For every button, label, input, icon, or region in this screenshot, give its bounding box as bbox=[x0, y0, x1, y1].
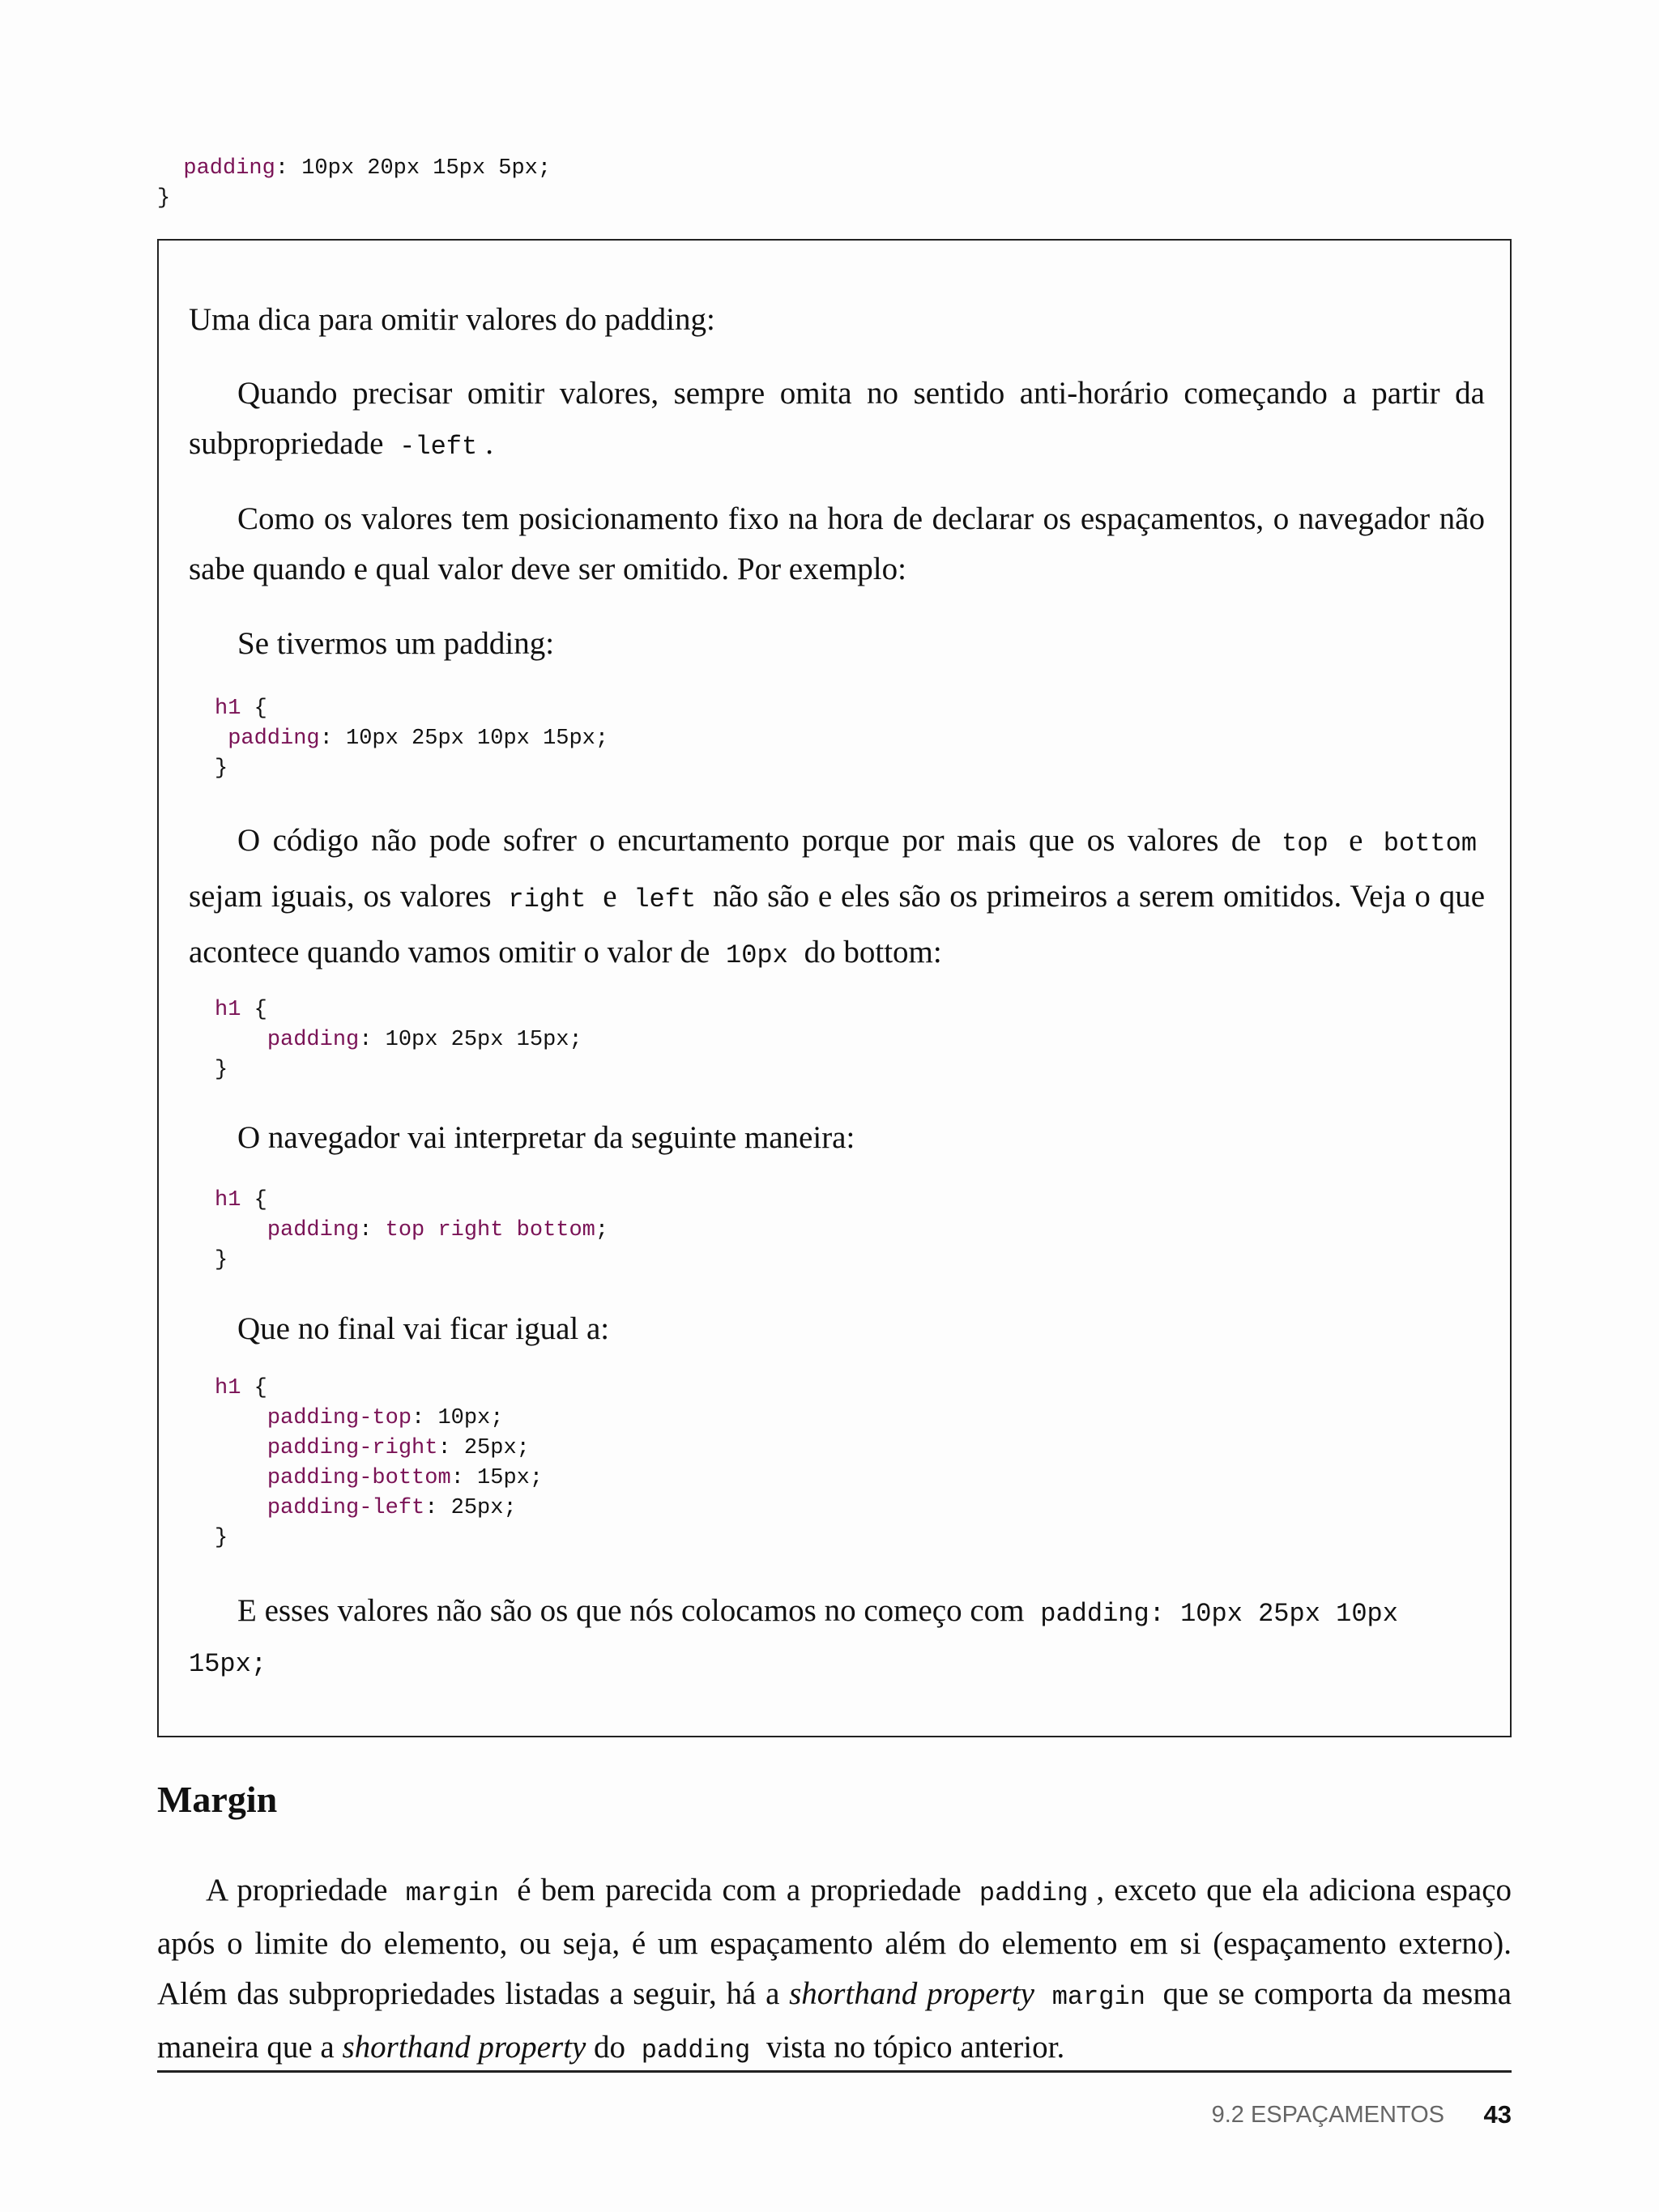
code-line: padding: 10px 20px 15px 5px; bbox=[183, 156, 552, 181]
code-line: padding-right: 25px; bbox=[267, 1436, 530, 1460]
code-line: } bbox=[215, 1526, 228, 1550]
inline-code: top bbox=[1282, 829, 1328, 859]
tip-paragraph: O código não pode sofrer o encurtamento porque por mais que os valores de top e bottom sejam iguais, os valores right e left não são e eles são os primeiros a serem omitidos. Veja o que acontece quando vamos omitir o valor de 10px do bottom: bbox=[189, 823, 1486, 970]
code-line: h1 { bbox=[215, 697, 267, 721]
code-line: } bbox=[215, 757, 228, 781]
inline-code: padding: 10px 25px 10px bbox=[1040, 1599, 1398, 1629]
body-paragraph: A propriedade margin é bem parecida com a propriedade padding , exceto que ela adiciona espaço após o limite do elemento, ou seja, é um espaçamento além do elemento em si (espaçamento externo). Além das subpropriedades listadas a seguir, há a shorthand property margin que se comporta da mesma maneira que a shorthand property do padding vista no tópico anterior. bbox=[157, 1873, 1512, 2065]
emphasis: shorthand property bbox=[342, 2030, 586, 2065]
inline-code: 10px bbox=[726, 940, 788, 970]
code-line: padding-bottom: 15px; bbox=[267, 1466, 544, 1490]
code-line: h1 { bbox=[215, 998, 267, 1022]
tip-paragraph: Se tivermos um padding: bbox=[237, 626, 555, 661]
inline-code: bottom bbox=[1383, 829, 1478, 859]
emphasis: shorthand property bbox=[789, 1976, 1034, 2011]
code-block-example-3 bbox=[215, 1186, 608, 1276]
code-block-example-4 bbox=[215, 1374, 543, 1554]
code-line: h1 { bbox=[215, 1376, 267, 1400]
footer-rule bbox=[157, 2070, 1512, 2073]
code-block-example-2 bbox=[215, 995, 582, 1085]
code-line: } bbox=[215, 1248, 228, 1272]
tip-paragraph: Quando precisar omitir valores, sempre omita no sentido anti-horário começando a partir da subpropriedade -left . bbox=[189, 376, 1485, 462]
code-block-example-1 bbox=[215, 694, 608, 784]
footer-section-title: 9.2 ESPAÇAMENTOS bbox=[1211, 2102, 1444, 2128]
code-line: padding-left: 25px; bbox=[267, 1496, 517, 1520]
code-line: } bbox=[215, 1058, 228, 1082]
tip-paragraph: Que no final vai ficar igual a: bbox=[237, 1311, 610, 1346]
code-block-continuation bbox=[157, 154, 551, 214]
code-line: padding-top: 10px; bbox=[267, 1406, 504, 1430]
inline-code: 15px; bbox=[189, 1649, 267, 1679]
tip-paragraph-continuation bbox=[189, 1636, 675, 1690]
inline-code: padding bbox=[979, 1878, 1089, 1908]
section-heading: Margin bbox=[157, 1779, 278, 1820]
inline-code: margin bbox=[1051, 1982, 1145, 2012]
inline-code: left bbox=[633, 884, 697, 914]
inline-code: right bbox=[508, 884, 586, 914]
tip-paragraph: O navegador vai interpretar da seguinte maneira: bbox=[237, 1120, 855, 1155]
code-line: h1 { bbox=[215, 1188, 267, 1213]
code-line: padding: 10px 25px 15px; bbox=[267, 1028, 582, 1052]
inline-code: padding bbox=[641, 2035, 751, 2065]
code-line: padding: 10px 25px 10px 15px; bbox=[228, 727, 609, 751]
page-number: 43 bbox=[1483, 2100, 1512, 2129]
tip-paragraph: E esses valores não são os que nós colocamos no começo com padding: 10px 25px 10px bbox=[237, 1593, 1398, 1629]
code-line: } bbox=[157, 186, 171, 211]
inline-code: -left bbox=[399, 432, 478, 462]
tip-paragraph: Como os valores tem posicionamento fixo na hora de declarar os espaçamentos, o navegador não sabe quando e qual valor deve ser omitido. Por exemplo: bbox=[189, 501, 1485, 586]
code-line: padding: top right bottom; bbox=[267, 1218, 609, 1242]
tip-title: Uma dica para omitir valores do padding: bbox=[189, 302, 715, 337]
inline-code: margin bbox=[405, 1878, 499, 1908]
